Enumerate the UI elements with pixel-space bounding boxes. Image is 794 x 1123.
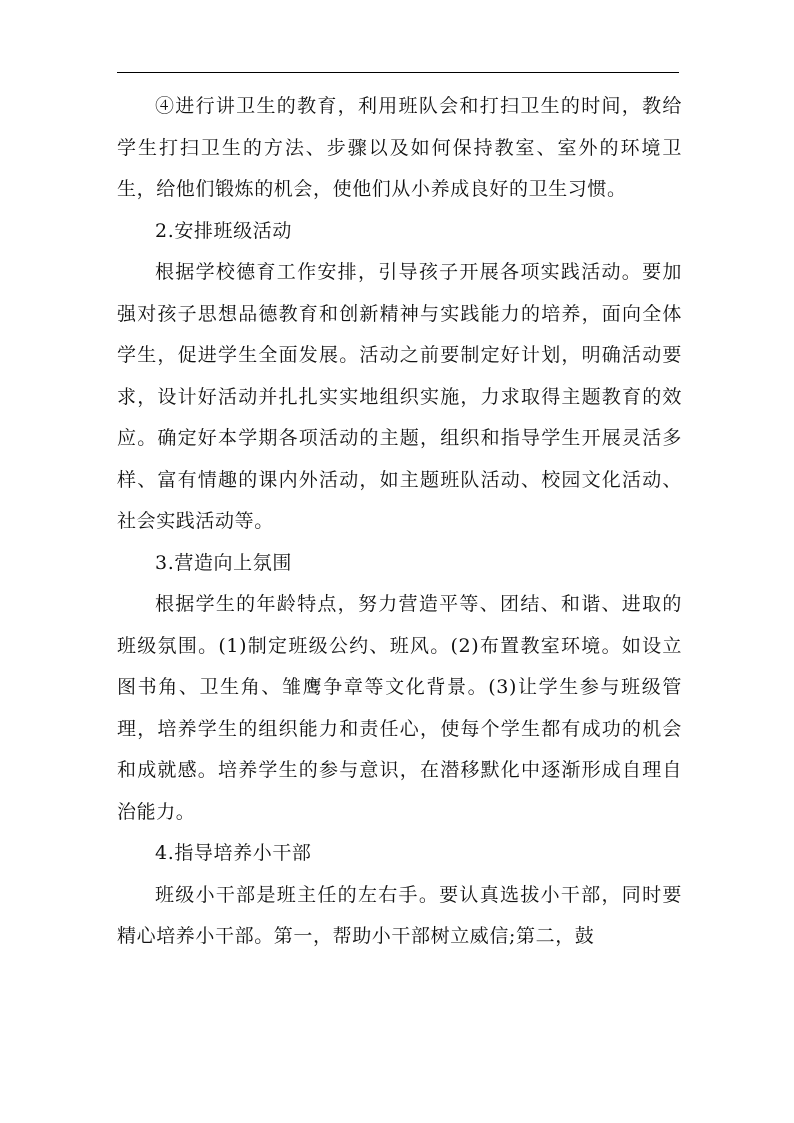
body-paragraph: 根据学生的年龄特点，努力营造平等、团结、和谐、进取的班级氛围。(1)制定班级公约、班风。(2)布置教室环境。如设立图书角、卫生角、雏鹰争章等文化背景。(3)让学生参与班级管理，培养学生的组织能力和责任心，使每个学生都有成功的机会和成就感。培养学生的参与意识，在潜移默化中逐渐形成自理自治能力。 [117,593,682,823]
body-paragraph: 根据学校德育工作安排，引导孩子开展各项实践活动。要加强对孩子思想品德教育和创新精神与实践能力的培养，面向全体学生，促进学生全面发展。活动之前要制定好计划，明确活动要求，设计好活动并扎扎实实地组织实施，力求取得主题教育的效应。确定好本学期各项活动的主题，组织和指导学生开展灵活多样、富有情趣的课内外活动，如主题班队活动、校园文化活动、社会实践活动等。 [117,261,682,532]
body-paragraph: ④进行讲卫生的教育，利用班队会和打扫卫生的时间，教给学生打扫卫生的方法、步骤以及如何保持教室、室外的环境卫生，给他们锻炼的机会，使他们从小养成良好的卫生习惯。 [117,95,682,200]
section-heading: 3.营造向上氛围 [155,551,292,574]
document-body [117,86,682,958]
body-paragraph: 班级小干部是班主任的左右手。要认真选拔小干部，同时要精心培养小干部。第一，帮助小干部树立威信;第二，鼓 [117,883,682,947]
section-heading: 4.指导培养小干部 [155,842,312,864]
section-heading: 2.安排班级活动 [155,219,292,242]
header-rule [117,72,679,73]
